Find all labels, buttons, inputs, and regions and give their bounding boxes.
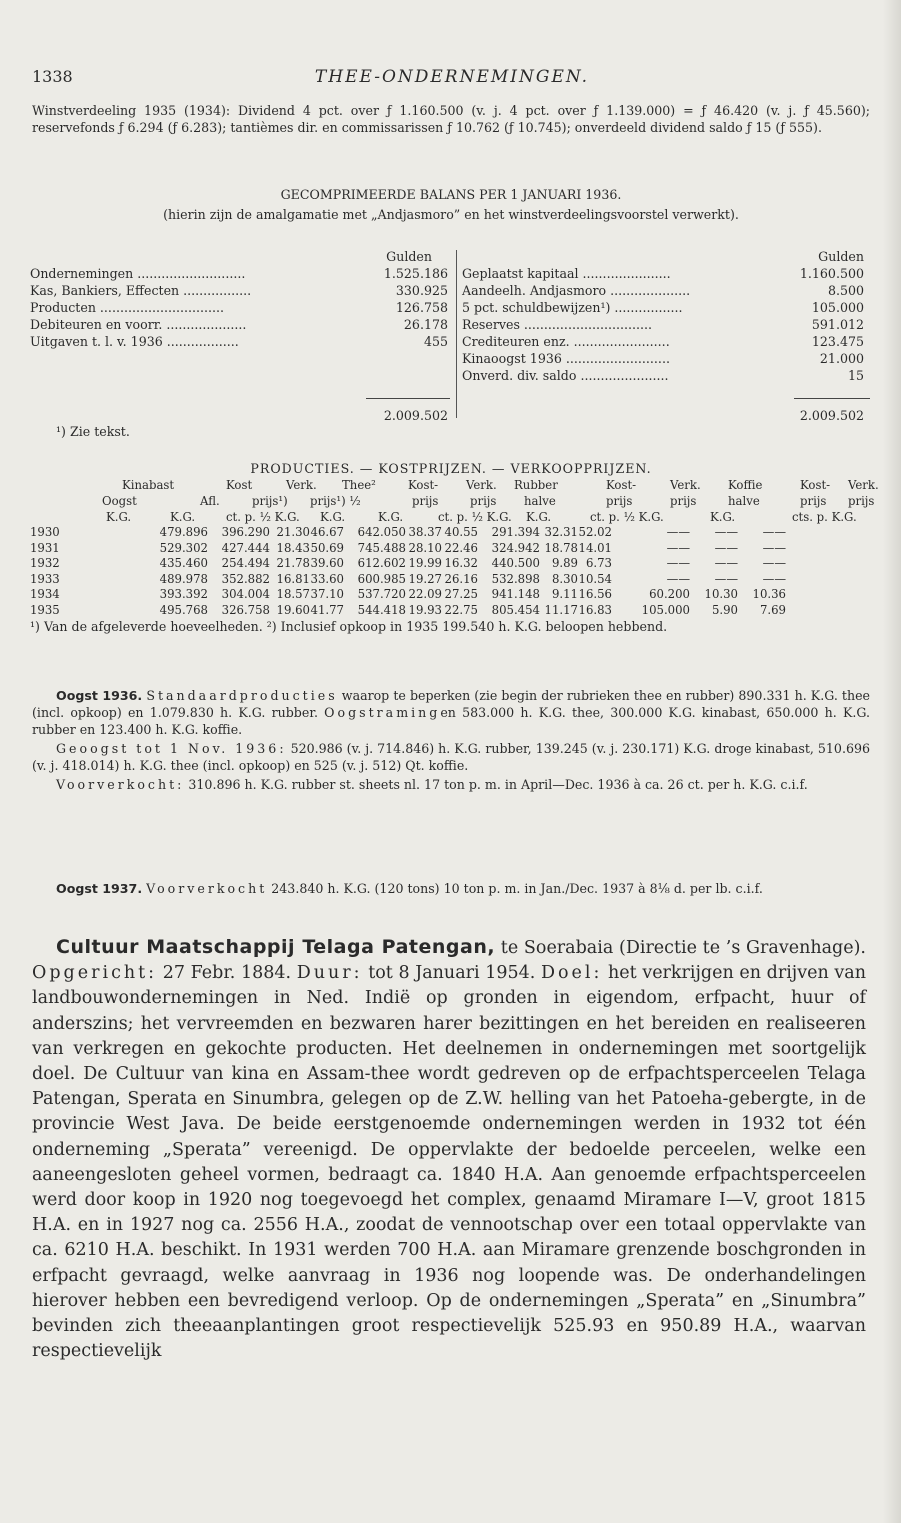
production-cell: —— xyxy=(666,556,690,571)
voorverkocht-1936-label: Voorverkocht: xyxy=(56,777,185,792)
oogst-1936-label: Oogst 1936. xyxy=(56,688,143,703)
liability-label: 5 pct. schuldbewijzen¹) ................. xyxy=(462,300,683,315)
voorverkocht-1936-text: 310.896 h. K.G. rubber st. sheets nl. 17 ton p. m. in April—Dec. 1936 à ca. 26 ct. per h. K.G. c.i.f. xyxy=(184,777,808,792)
production-cell: 352.882 xyxy=(221,571,270,586)
liability-value: 591.012 xyxy=(811,317,864,332)
liabilities-total-rule xyxy=(794,398,870,399)
production-col-header: prijs xyxy=(800,494,827,508)
production-col-header: Verk. xyxy=(670,478,701,492)
dividend-paragraph xyxy=(32,102,870,136)
assets-header: Gulden xyxy=(386,249,432,264)
page-number: 1338 xyxy=(32,67,73,86)
production-cell: 18.43 xyxy=(276,540,310,555)
production-cell: 105.000 xyxy=(641,602,690,617)
production-year: 1932 xyxy=(30,556,60,571)
production-col-header: Thee² xyxy=(342,478,376,492)
production-cell: 805.454 xyxy=(491,602,540,617)
geoogst-text: 520.986 (v. j. 714.846) h. K.G. rubber, 139.245 (v. j. 230.171) K.G. droge kinabast, 510.696 (v. j. 418.014) h. K.G. thee (incl. opkoop) en 525 (v. j. 512) Qt. koffie. xyxy=(32,741,870,773)
balance-divider xyxy=(456,250,457,418)
asset-label: Uitgaven t. l. v. 1936 .................. xyxy=(30,334,239,349)
liability-label: Geplaatst kapitaal ...................... xyxy=(462,266,671,281)
production-cell: 427.444 xyxy=(221,540,270,555)
production-col-header: ct. p. ½ K.G. xyxy=(226,510,300,524)
production-cell: 6.73 xyxy=(585,556,612,571)
oogst-1936-section xyxy=(32,687,870,793)
liability-value: 1.160.500 xyxy=(799,266,864,281)
liability-row xyxy=(462,367,870,384)
production-col-header: Rubber xyxy=(514,478,558,492)
opgericht-label: Opgericht: xyxy=(32,963,158,984)
company-name: Cultuur Maatschappij Telaga Patengan, xyxy=(56,936,496,958)
production-cell: 27.25 xyxy=(444,587,478,602)
production-col-header: prijs xyxy=(606,494,633,508)
asset-value: 330.925 xyxy=(395,283,448,298)
production-cell: 19.27 xyxy=(408,571,442,586)
production-cell: 39.60 xyxy=(310,556,344,571)
production-col-header: prijs xyxy=(848,494,875,508)
liability-row xyxy=(462,299,870,316)
production-row xyxy=(30,556,872,572)
doel-label: Doel: xyxy=(540,963,603,984)
liability-value: 105.000 xyxy=(811,300,864,315)
production-year: 1930 xyxy=(30,525,60,539)
assets-total: 2.009.502 xyxy=(383,408,448,423)
production-col-header: prijs¹) ½ xyxy=(310,494,361,508)
production-cell: 21.30 xyxy=(276,525,310,539)
production-cell: 393.392 xyxy=(159,587,208,602)
production-header-row-2 xyxy=(30,493,875,509)
production-cell: 9.11 xyxy=(551,587,578,602)
liabilities-total: 2.009.502 xyxy=(799,408,864,423)
production-cell: 324.942 xyxy=(491,540,540,555)
production-cell: 14.01 xyxy=(578,540,612,555)
production-col-header: prijs¹) xyxy=(252,494,288,508)
production-cell: 9.89 xyxy=(551,556,578,571)
production-cell: 22.09 xyxy=(408,587,442,602)
production-year: 1931 xyxy=(30,540,60,555)
production-cell: —— xyxy=(666,525,690,539)
production-row xyxy=(30,603,872,619)
production-col-header: Kost xyxy=(226,478,253,492)
production-col-header: K.G. xyxy=(710,510,736,524)
production-cell: 28.10 xyxy=(408,540,442,555)
production-col-header: K.G. xyxy=(170,510,196,524)
liability-label: Reserves ................................ xyxy=(462,317,653,332)
production-cell: 18.57 xyxy=(276,587,310,602)
production-year: 1935 xyxy=(30,602,60,617)
production-cell: 19.60 xyxy=(276,602,310,617)
liability-value: 15 xyxy=(847,368,864,383)
production-cell: 304.004 xyxy=(221,587,270,602)
production-cell: 19.99 xyxy=(408,556,442,571)
voorverkocht-1937-label: Voorverkocht xyxy=(146,881,268,896)
liability-row xyxy=(462,333,870,350)
production-cell: —— xyxy=(714,540,738,555)
asset-row xyxy=(30,282,454,299)
production-table xyxy=(30,460,879,635)
liability-label: Aandeelh. Andjasmoro .................... xyxy=(462,283,691,298)
company-text-2: 27 Febr. 1884. xyxy=(157,963,297,984)
production-col-header: Oogst xyxy=(102,494,137,508)
production-footnote: ¹) Van de afgeleverde hoeveelheden. ²) Inclusief opkoop in 1935 199.540 h. K.G. beloopen hebbend. xyxy=(30,618,668,634)
production-col-header: K.G. xyxy=(320,510,346,524)
production-cell: 46.67 xyxy=(310,525,344,539)
production-cell: 11.17 xyxy=(544,602,578,617)
production-cell: —— xyxy=(762,525,786,539)
production-col-header: K.G. xyxy=(378,510,404,524)
production-cell: 60.200 xyxy=(649,587,690,602)
page-header xyxy=(32,67,872,91)
production-row xyxy=(30,587,872,603)
production-row xyxy=(30,525,872,541)
production-cell: 50.69 xyxy=(310,540,344,555)
liability-row xyxy=(462,265,870,282)
balance-footnote: ¹) Zie tekst. xyxy=(56,424,130,439)
production-cell: 544.418 xyxy=(357,602,406,617)
production-col-header: halve xyxy=(728,494,760,508)
asset-row xyxy=(30,333,454,350)
production-cell: 291.394 xyxy=(491,525,540,539)
production-col-header: prijs xyxy=(670,494,697,508)
production-col-header: Verk. xyxy=(286,478,317,492)
production-cell: 396.290 xyxy=(221,525,270,539)
liability-label: Onverd. div. saldo ...................... xyxy=(462,368,669,383)
production-cell: 37.10 xyxy=(310,587,344,602)
production-col-header: K.G. xyxy=(526,510,552,524)
asset-label: Debiteuren en voorr. .................... xyxy=(30,317,247,332)
production-cell: 529.302 xyxy=(159,540,208,555)
production-cell: —— xyxy=(714,571,738,586)
liability-row xyxy=(462,316,870,333)
voorverkocht-1937-text: 243.840 h. K.G. (120 tons) 10 ton p. m. in Jan./Dec. 1937 à 8⅛ d. per lb. c.i.f. xyxy=(267,881,763,896)
production-cell: 22.75 xyxy=(444,602,478,617)
production-header-row-3 xyxy=(30,509,872,525)
production-cell: 495.768 xyxy=(159,602,208,617)
company-text-1: te Soerabaia (Directie te ’s Gravenhage). xyxy=(495,938,866,958)
oogst-1937-label: Oogst 1937. xyxy=(56,881,143,896)
production-cell: 5.90 xyxy=(711,602,738,617)
production-col-header: Kost- xyxy=(606,478,637,492)
production-cell: 435.460 xyxy=(159,556,208,571)
production-cell: 479.896 xyxy=(159,525,208,539)
balance-title: GECOMPRIMEERDE BALANS PER 1 JANUARI 1936. xyxy=(280,187,622,202)
production-row xyxy=(30,572,872,588)
production-cell: 612.602 xyxy=(357,556,406,571)
asset-value: 126.758 xyxy=(395,300,448,315)
asset-value: 455 xyxy=(423,334,448,349)
balance-liabilities xyxy=(462,248,870,384)
production-col-header: Kinabast xyxy=(122,478,175,492)
asset-value: 1.525.186 xyxy=(383,266,448,281)
production-cell: 26.16 xyxy=(444,571,478,586)
geoogst-label: Geoogst tot 1 Nov. 1936: xyxy=(56,741,287,756)
production-cell: 254.494 xyxy=(221,556,270,571)
production-cell: 18.78 xyxy=(544,540,578,555)
production-cell: 32.31 xyxy=(544,525,578,539)
production-cell: —— xyxy=(762,540,786,555)
production-cell: 41.77 xyxy=(310,602,344,617)
production-cell: 8.30 xyxy=(551,571,578,586)
production-cell: 16.56 xyxy=(578,587,612,602)
production-cell: 941.148 xyxy=(491,587,540,602)
asset-label: Kas, Bankiers, Effecten ................. xyxy=(30,283,252,298)
production-cell: 600.985 xyxy=(357,571,406,586)
production-cell: 537.720 xyxy=(357,587,406,602)
production-col-header: prijs xyxy=(412,494,439,508)
production-cell: 22.46 xyxy=(444,540,478,555)
production-row xyxy=(30,541,872,557)
oogst-1936-text-1: waarop te beperken (zie begin der rubrieken thee en rubber) 890.331 h. K.G. thee (incl. opkoop) en 1.079.830 h. K.G. rubber. xyxy=(32,688,870,720)
running-title: THEE-ONDERNEMINGEN. xyxy=(314,67,590,87)
production-cell: —— xyxy=(714,525,738,539)
production-col-header: prijs xyxy=(470,494,497,508)
liability-label: Crediteuren enz. ........................ xyxy=(462,334,670,349)
production-cell: 19.93 xyxy=(408,602,442,617)
production-col-header: ct. p. ½ K.G. xyxy=(438,510,512,524)
production-year: 1934 xyxy=(30,587,60,602)
balance-assets xyxy=(30,248,454,350)
production-cell: 10.54 xyxy=(578,571,612,586)
assets-total-rule xyxy=(366,398,450,399)
dividend-text: Winstverdeeling 1935 (1934): Dividend 4 pct. over ƒ 1.160.500 (v. j. 4 pct. over ƒ 1.139.000) = ƒ 46.420 (v. j. ƒ 45.560); reservefonds ƒ 6.294 (ƒ 6.283); tantièmes dir. en commissarissen ƒ 10.762 (ƒ 10.745); onverdeeld dividend saldo ƒ 15 (ƒ 555). xyxy=(32,103,870,135)
production-col-header: Kost- xyxy=(800,478,831,492)
liability-row xyxy=(462,350,870,367)
liability-value: 123.475 xyxy=(811,334,864,349)
asset-value: 26.178 xyxy=(403,317,448,332)
liabilities-header: Gulden xyxy=(818,249,864,264)
production-cell: —— xyxy=(666,540,690,555)
production-cell: 10.36 xyxy=(752,587,786,602)
liability-value: 21.000 xyxy=(819,351,864,366)
asset-row xyxy=(30,265,454,282)
production-col-header: Afl. xyxy=(200,494,220,508)
production-title: PRODUCTIES. — KOSTPRIJZEN. — VERKOOPPRIJZEN. xyxy=(250,461,652,476)
production-year: 1933 xyxy=(30,571,60,586)
production-cell: 52.02 xyxy=(578,525,612,539)
production-cell: 33.60 xyxy=(310,571,344,586)
liability-label: Kinaoogst 1936 .......................... xyxy=(462,351,670,366)
oogst-1936-text-2: en 583.000 h. K.G. thee, 300.000 K.G. kinabast, 650.000 h. K.G. rubber en 123.400 h. K.G. koffie. xyxy=(32,705,871,737)
production-col-header: halve xyxy=(524,494,556,508)
asset-row xyxy=(30,316,454,333)
production-col-header: Verk. xyxy=(848,478,879,492)
production-cell: 16.83 xyxy=(578,602,612,617)
production-cell: —— xyxy=(666,571,690,586)
liability-row xyxy=(462,282,870,299)
production-cell: 326.758 xyxy=(221,602,270,617)
production-cell: 745.488 xyxy=(357,540,406,555)
oogstraming-label: Oogstraming xyxy=(324,705,441,720)
balance-subtitle: (hierin zijn de amalgamatie met „Andjasmoro” en het winstverdeelingsvoorstel verwerkt). xyxy=(163,207,739,222)
production-cell: 21.78 xyxy=(276,556,310,571)
production-cell: 40.55 xyxy=(444,525,478,539)
production-col-header: cts. p. K.G. xyxy=(792,510,857,524)
production-col-header: ct. p. ½ K.G. xyxy=(590,510,664,524)
liability-value: 8.500 xyxy=(827,283,864,298)
company-text-3: tot 8 Januari 1954. xyxy=(362,963,541,984)
asset-row xyxy=(30,299,454,316)
duur-label: Duur: xyxy=(296,963,363,984)
production-cell: 38.37 xyxy=(408,525,442,539)
production-cell: 642.050 xyxy=(357,525,406,539)
production-col-header: K.G. xyxy=(106,510,132,524)
production-cell: 16.32 xyxy=(444,556,478,571)
company-section xyxy=(32,935,866,1364)
production-cell: 489.978 xyxy=(159,571,208,586)
standaardproducties-label: Standaardproducties xyxy=(146,688,338,703)
company-text-4: het verkrijgen en drijven van landbouwondernemingen in Ned. Indië op gronden in eigendom, erfpacht, huur of anderszins; het vervreemden en bezwaren harer bezittingen en het bereiden en realiseeren van verkregen en gekochte producten. Het deelnemen in ondernemingen met soortgelijk doel. De Cultuur van kina en Assam-thee wordt gedreven op de erfpachtsperceelen Telaga Patengan, Sperata en Sinumbra, gelegen op de Z.W. helling van het Patoeha-gebergte, in de provincie West Java. De beide eerstgenoemde ondernemingen werden in 1932 tot één onderneming „Sperata” vereenigd. De oppervlakte der bedoelde perceelen, welke een aaneengesloten geheel vormen, bedraagt ca. 1840 H.A. Aan genoemde erfpachtsperceelen werd door koop in 1920 nog toegevoegd het complex, genaamd Miramare I—V, groot 1815 H.A. en in 1927 nog ca. 2556 H.A., zoodat de vennootschap over een totaal oppervlakte van ca. 6210 H.A. beschikt. In 1931 werden 700 H.A. aan Miramare grenzende boschgronden in erfpacht gevraagd, welke aanvraag in 1936 nog loopende was. De onderhandelingen hierover hebben een bevredigend verloop. Op de ondernemingen „Sperata” en „Sinumbra” bevinden zich theeaanplantingen groot respectievelijk 525.93 en 950.89 H.A., waarvan respectievelijk xyxy=(32,963,866,1362)
page-edge-shadow xyxy=(883,0,901,1523)
production-col-header: Verk. xyxy=(466,478,497,492)
production-header-row-1 xyxy=(30,477,879,493)
production-cell: 10.30 xyxy=(704,587,738,602)
production-cell: 440.500 xyxy=(491,556,540,571)
production-col-header: Koffie xyxy=(728,478,763,492)
asset-label: Ondernemingen ........................... xyxy=(30,266,246,281)
production-cell: —— xyxy=(762,556,786,571)
production-col-header: Kost- xyxy=(408,478,439,492)
production-cell: 16.81 xyxy=(276,571,310,586)
production-cell: —— xyxy=(762,571,786,586)
asset-label: Producten ............................... xyxy=(30,300,225,315)
production-cell: 7.69 xyxy=(759,602,786,617)
oogst-1937-section xyxy=(32,880,870,897)
production-cell: 532.898 xyxy=(491,571,540,586)
production-cell: —— xyxy=(714,556,738,571)
